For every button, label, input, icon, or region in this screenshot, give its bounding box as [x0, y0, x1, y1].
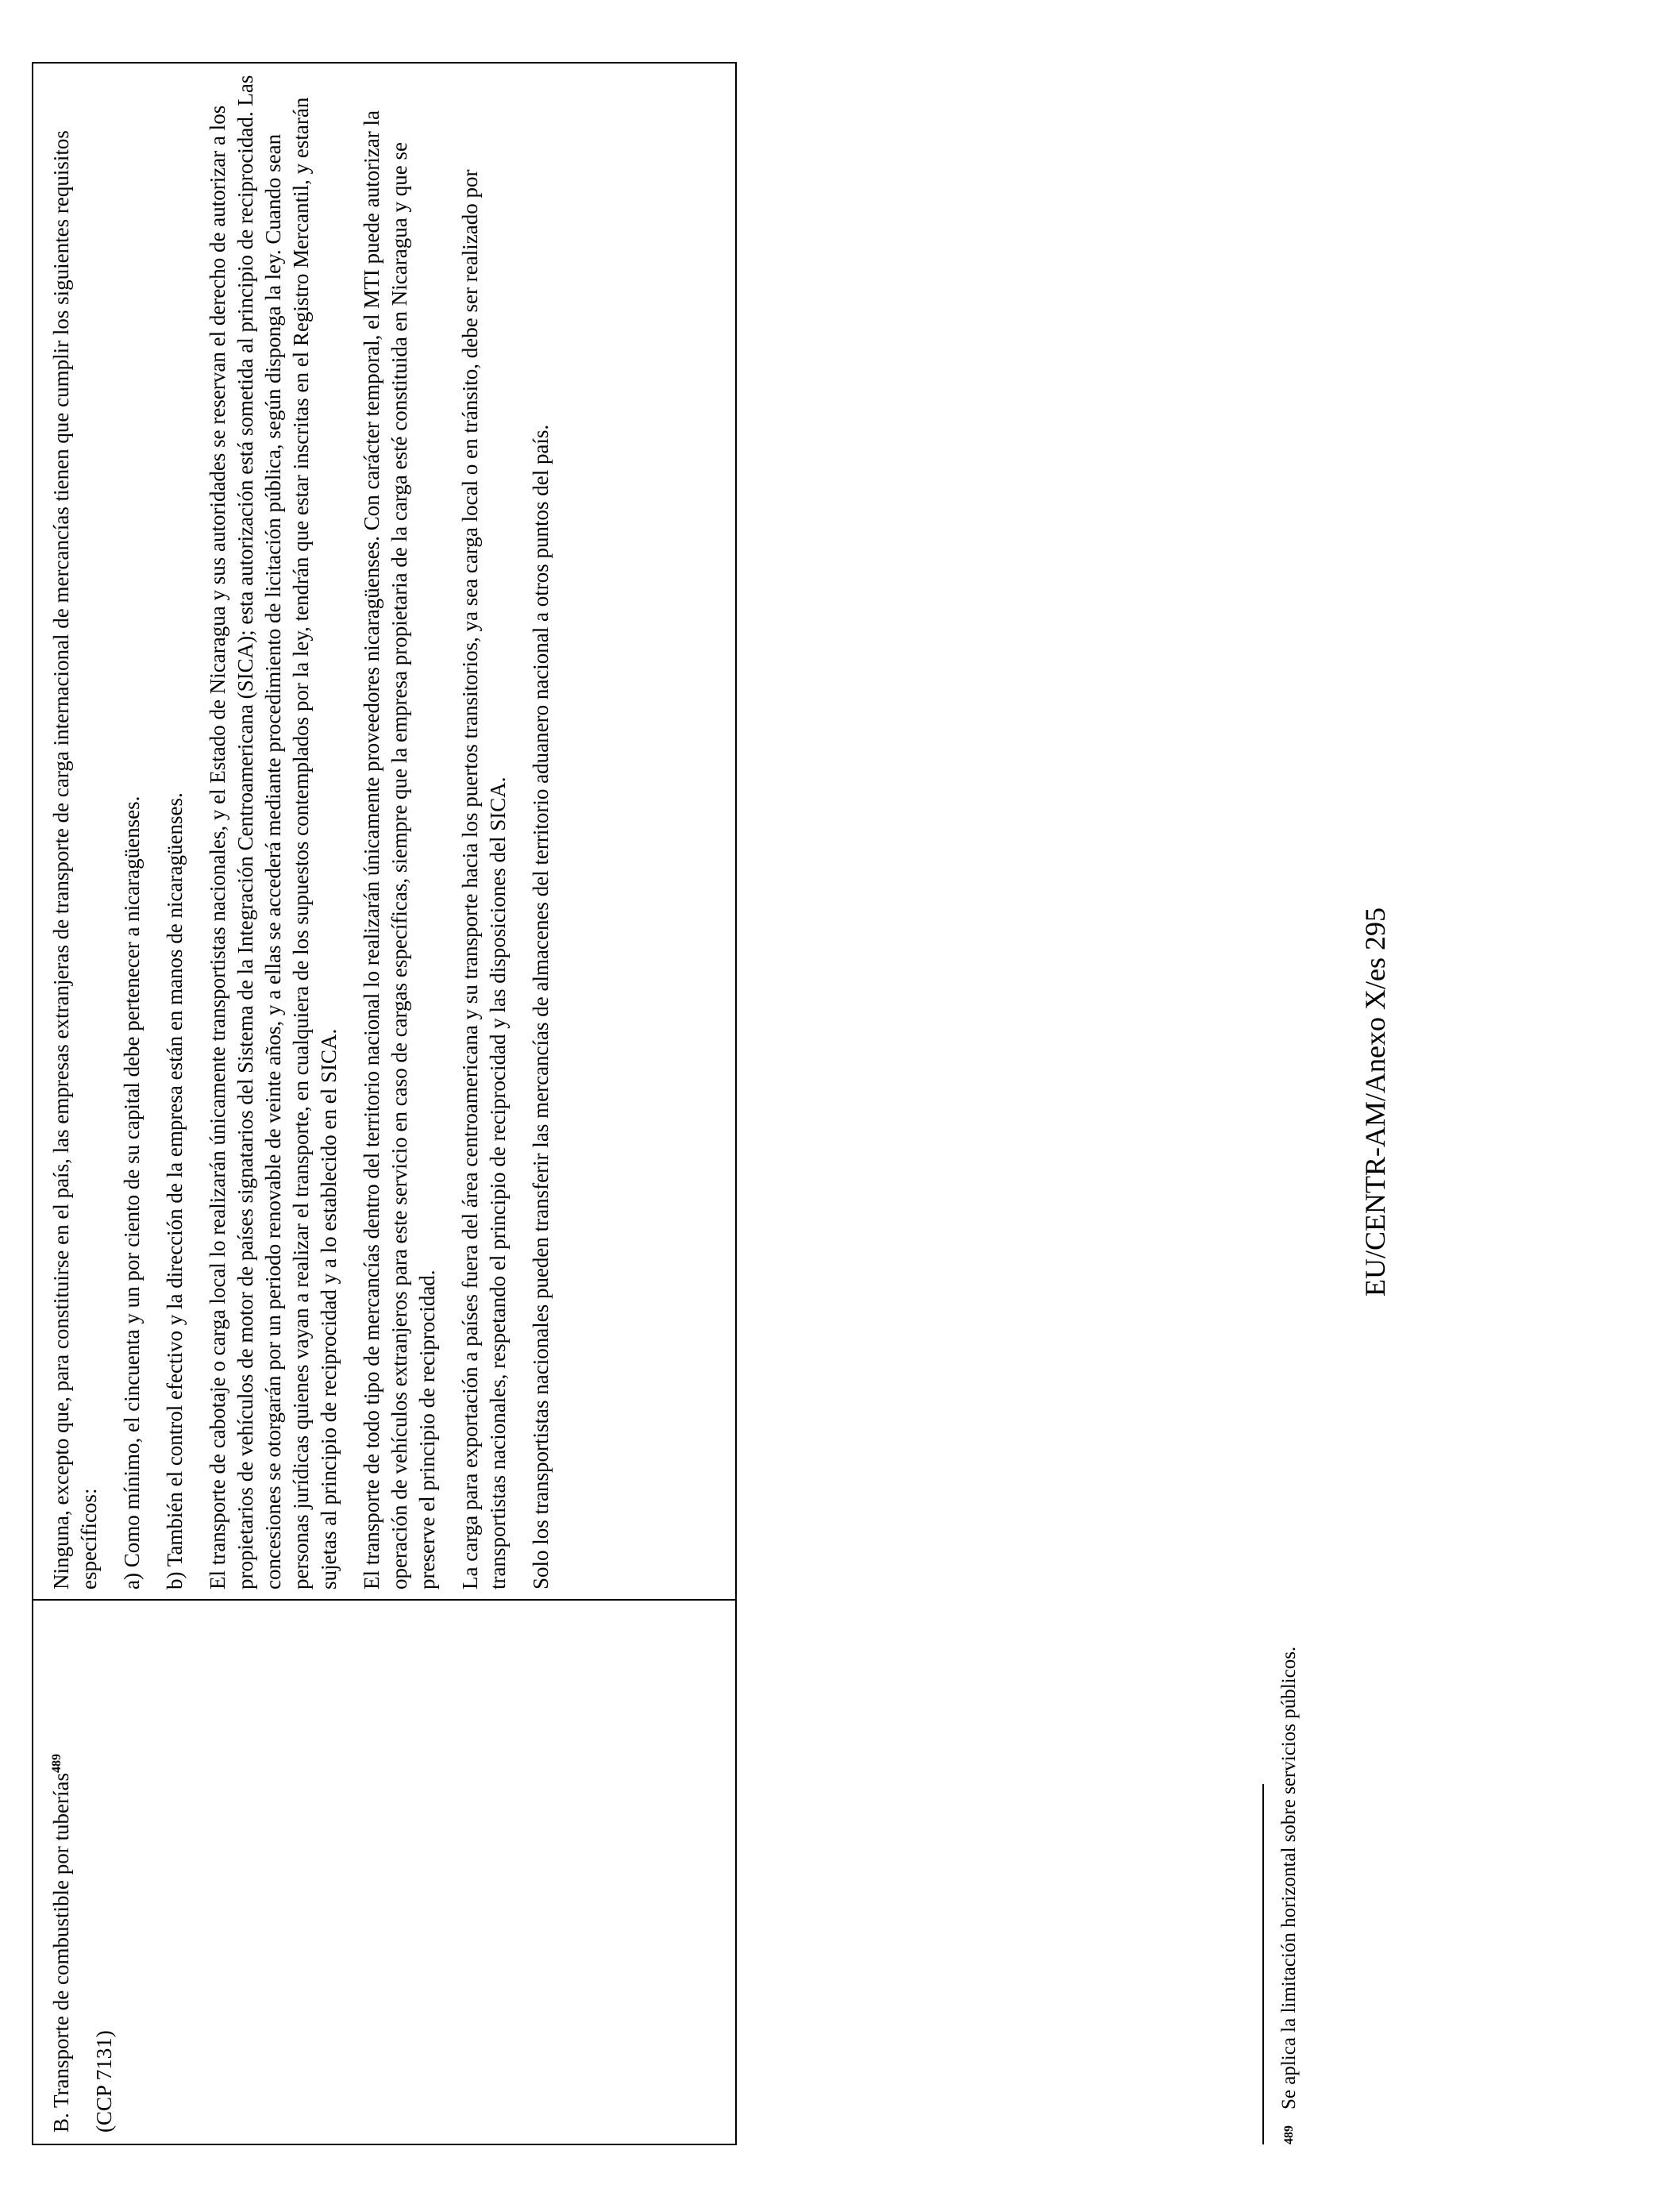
footnote-text: Se aplica la limitación horizontal sobre servicios públicos.: [1278, 1646, 1300, 2110]
description-paragraph: Ninguna, excepto que, para constituirse en el país, las empresas extranjeras de transporte de carga internacional de mercancías tienen que cumplir los siguientes requisitos específicos:: [49, 130, 101, 1589]
page-reference: EU/CENTR-AM/Anexo X/es 295: [1359, 907, 1391, 1297]
footnote: [1277, 1033, 1302, 2144]
description-paragraph: a) Como mínimo, el cincuenta y un por ciento de su capital debe pertenecer a nicaragüenses.: [120, 796, 144, 1589]
description-paragraph: El transporte de todo tipo de mercancías dentro del territorio nacional lo realizarán únicamente proveedores nicaragüenses. Con carácter temporal, el MTI puede autorizar la operación de vehículos extranjeros para este servicio en caso de cargas específicas, siempre que la empresa propietaria de la carga esté constituida en Nicaragua y que se preserve el principio de reciprocidad.: [360, 110, 439, 1589]
description-cell: [33, 64, 735, 1599]
description-paragraph: b) También el control efectivo y la dirección de la empresa están en manos de nicaragüenses.: [163, 792, 187, 1589]
sector-title: [48, 1612, 75, 2133]
description-paragraph: Solo los transportistas nacionales pueden transferir las mercancías de almacenes del territorio aduanero nacional a otros puntos del país.: [529, 424, 553, 1589]
description-paragraph: El transporte de cabotaje o carga local lo realizarán únicamente transportistas nacionales, y el Estado de Nicaragua y sus autoridades se reservan el derecho de autorizar a los propietarios de vehículos de motor de países signatarios del Sistema de la Integración Centroamericana (SICA); esta autorización está sometida al principio de reciprocidad. Las concesiones se otorgarán por un periodo renovable de veinte años, y a ellas se accederá mediante procedimiento de licitación pública, según disponga la ley. Cuando sean personas jurídicas quienes vayan a realizar el transporte, en cualquiera de los supuestos contemplados por la ley, tendrán que estar inscritas en el Registro Mercantil, y estarán sujetas al principio de reciprocidad y a lo establecido en el SICA.: [206, 75, 341, 1589]
reservations-table: [32, 62, 737, 2145]
sector-cell: [33, 1599, 735, 2144]
footnote-number: 489: [1282, 2125, 1296, 2144]
sector-classification: (CCP 7131): [92, 2030, 116, 2133]
sector-title-text: B. Transporte de combustible por tuberías: [49, 1773, 73, 2133]
footnote-reference[interactable]: 489: [50, 1754, 64, 1774]
footnote-separator: [1262, 1784, 1264, 2144]
description-paragraph: La carga para exportación a países fuera del área centroamericana y su transporte hacia los puertos transitorios, ya sea carga local o en tránsito, debe ser realizado por transportistas nacionales, respetando el principio de reciprocidad y las disposiciones del SICA.: [458, 169, 510, 1589]
